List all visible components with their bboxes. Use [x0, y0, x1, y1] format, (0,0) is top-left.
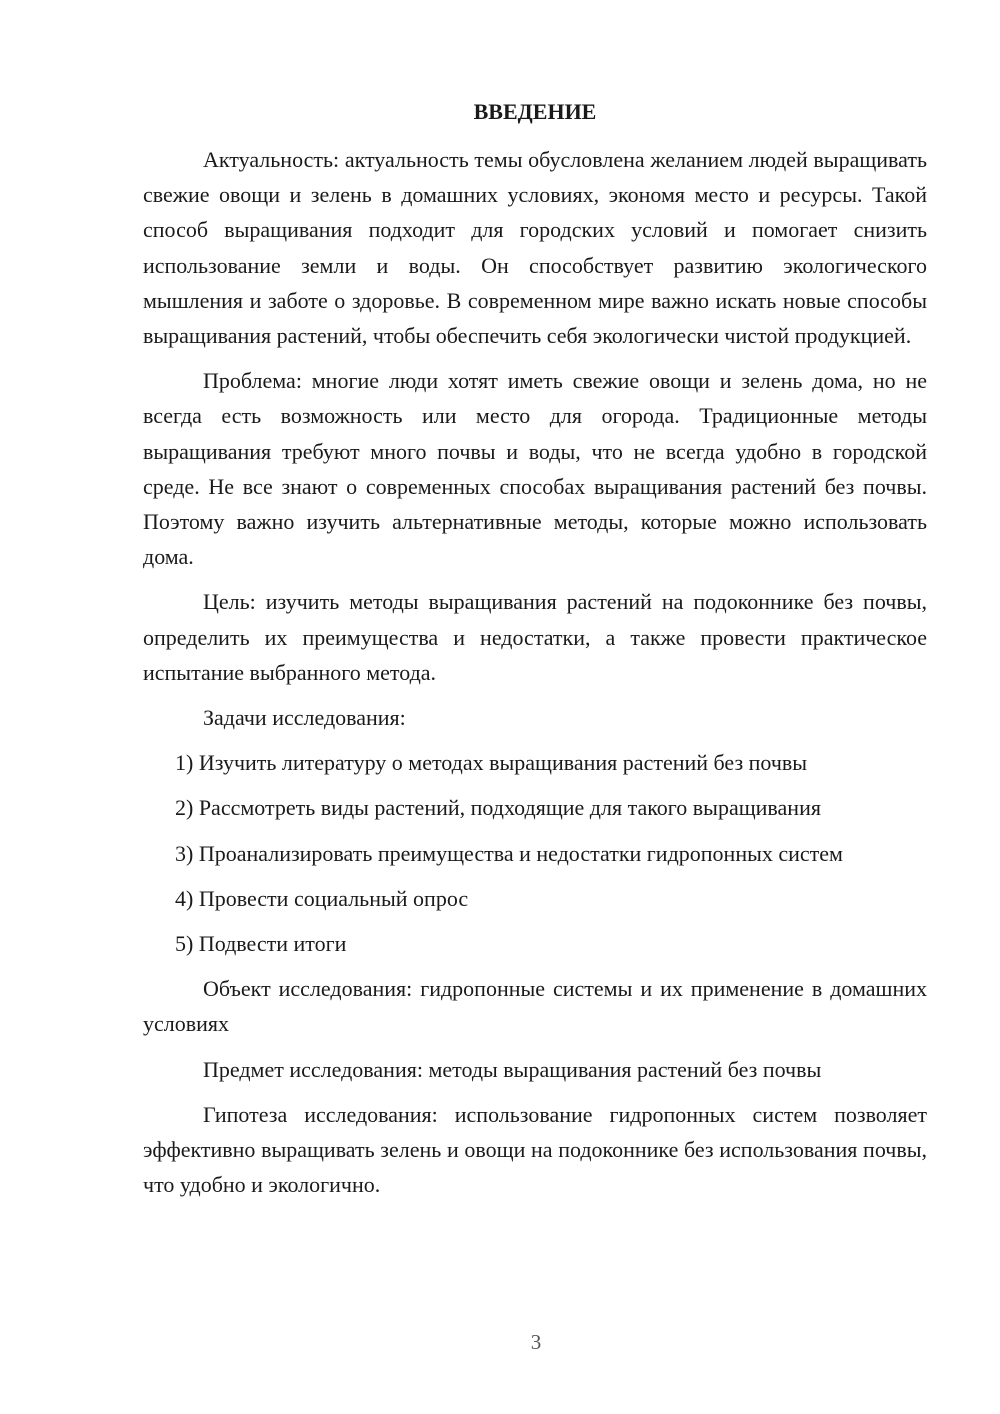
tasks-heading: Задачи исследования: — [203, 705, 406, 731]
tasks-list — [143, 745, 927, 961]
task-item-3: 3) Проанализировать преимущества и недостатки гидропонных систем — [175, 840, 843, 866]
task-item-1: 1) Изучить литературу о методах выращивания растений без почвы — [175, 750, 808, 776]
paragraph-relevance: Актуальность: актуальность темы обусловлена желанием людей выращивать свежие овощи и зелень в домашних условиях, экономя место и ресурсы. Такой способ выращивания подходит для городских условий и помогает снизить использование земли и воды. Он способствует развитию экологического мышления и заботе о здоровье. В современном мире важно искать новые способы выращивания растений, чтобы обеспечить себя экологически чистой продукцией. — [143, 147, 927, 349]
page-number: 3 — [530, 1330, 542, 1354]
paragraph-subject: Предмет исследования: методы выращивания растений без почвы — [203, 1056, 822, 1082]
section-title: ВВЕДЕНИЕ — [473, 99, 597, 124]
paragraph-problem: Проблема: многие люди хотят иметь свежие овощи и зелень дома, но не всегда есть возможность или место для огорода. Традиционные методы выращивания требуют много почвы и воды, что не всегда удобно в городской среде. Не все знают о современных способах выращивания растений без почвы. Поэтому важно изучить альтернативные методы, которые можно использовать дома. — [143, 368, 927, 570]
document-body — [143, 94, 927, 1212]
paragraph-object: Объект исследования: гидропонные системы и их применение в домашних условиях — [143, 976, 927, 1037]
task-item-2: 2) Рассмотреть виды растений, подходящие для такого выращивания — [175, 795, 821, 821]
task-item-5: 5) Подвести итоги — [175, 931, 347, 957]
paragraph-goal: Цель: изучить методы выращивания растений на подоконнике без почвы, определить их преимущества и недостатки, а также провести практическое испытание выбранного метода. — [143, 589, 927, 685]
task-item-4: 4) Провести социальный опрос — [175, 885, 469, 911]
paragraph-hypothesis: Гипотеза исследования: использование гидропонных систем позволяет эффективно выращивать зелень и овощи на подоконнике без использования почвы, что удобно и экологично. — [143, 1101, 927, 1198]
